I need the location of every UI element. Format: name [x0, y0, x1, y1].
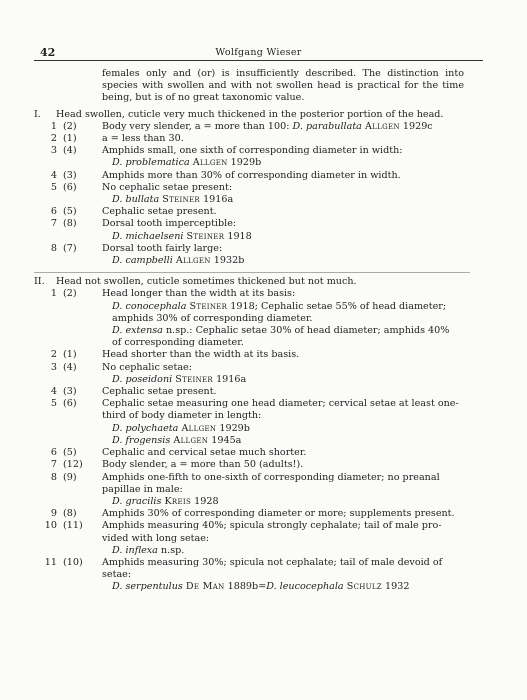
key-entry-i-2 — [34, 133, 470, 145]
entry-ref: (6) — [63, 181, 77, 193]
entry-text: Amphids measuring 30%; spicula not cephalate; tail of male devoid of — [102, 556, 443, 568]
key-entry-i-4 — [34, 170, 470, 182]
key-entry-i-1 — [34, 121, 470, 133]
entry-number: 5 — [50, 181, 57, 193]
key-entry-ii-10 — [34, 520, 470, 532]
synonym-species-name: D. leucocephala — [266, 581, 344, 593]
section-number: I. — [34, 108, 41, 120]
synonym-year: 1932 — [385, 581, 410, 593]
species-name: D. campbelli — [112, 255, 173, 267]
key-entry-ii-11 — [34, 557, 470, 569]
species-year: 1929b — [230, 157, 262, 169]
entry-number: 7 — [50, 459, 57, 471]
species-author: Allgen — [364, 120, 400, 132]
key-entry-i-7 — [34, 218, 470, 230]
key-entry-i-5 — [34, 182, 470, 194]
synonym-author: Schulz — [346, 581, 382, 593]
entry-ref: (2) — [63, 120, 77, 132]
entry-number: 2 — [50, 349, 57, 361]
section-text: Head not swollen, cuticle sometimes thickened but not much. — [56, 276, 357, 288]
key-entry-ii-5-continued — [34, 410, 470, 422]
entry-number: 3 — [50, 145, 57, 157]
species-name: D. bullata — [112, 194, 160, 206]
species-name: D. michaelseni — [112, 230, 184, 242]
entry-ref: (4) — [63, 145, 77, 157]
species-line — [34, 423, 470, 435]
entry-text: No cephalic setae: — [102, 361, 192, 373]
species-line — [34, 325, 470, 337]
key-entry-ii-8-continued — [34, 484, 470, 496]
entry-ref: (11) — [63, 520, 83, 532]
entry-text: Dorsal tooth imperceptible: — [102, 218, 237, 230]
entry-number: 7 — [50, 218, 57, 230]
entry-text-continued: papillae in male: — [102, 483, 183, 495]
species-author: Kreis — [164, 495, 192, 507]
species-year: 1916a — [203, 194, 234, 206]
entry-number: 8 — [50, 242, 57, 254]
entry-ref: (1) — [63, 133, 77, 145]
species-year: 1945a — [211, 434, 242, 446]
entry-number: 8 — [50, 471, 57, 483]
entry-ref: (5) — [63, 447, 77, 459]
entry-number: 6 — [50, 447, 57, 459]
species-note: n.sp. — [160, 544, 185, 556]
key-entry-ii-1 — [34, 288, 470, 300]
species-name: D. inflexa — [112, 544, 158, 556]
species-name: D. parabullata — [292, 120, 362, 132]
species-year: 1932b — [213, 255, 245, 267]
entry-text-continued: vided with long setae: — [102, 532, 210, 544]
species-line-continued: of corresponding diameter. — [112, 337, 244, 349]
entry-text: Cephalic and cervical setae much shorter. — [102, 447, 307, 459]
key-entry-ii-4 — [34, 386, 470, 398]
entry-ref: (6) — [63, 398, 77, 410]
running-author: Wolfgang Wieser — [215, 47, 302, 58]
species-author: Steiner — [175, 373, 213, 385]
key-entry-ii-11-continued — [34, 569, 470, 581]
entry-ref: (2) — [63, 288, 77, 300]
entry-text: No cephalic setae present: — [102, 181, 233, 193]
entry-text: Body slender, a = more than 50 (adults!). — [102, 459, 304, 471]
entry-number: 4 — [50, 169, 57, 181]
key-entry-ii-6 — [34, 447, 470, 459]
entry-text: Amphids measuring 40%; spicula strongly cephalate; tail of male pro- — [102, 520, 442, 532]
entry-text: Cephalic setae measuring one head diameter; cervical setae at least one- — [102, 398, 459, 410]
page-number: 42 — [40, 46, 56, 59]
entry-ref: (8) — [63, 508, 77, 520]
species-author: Steiner — [186, 230, 225, 242]
entry-number: 11 — [44, 556, 57, 568]
entry-ref: (1) — [63, 349, 77, 361]
key-entry-ii-10-continued — [34, 533, 470, 545]
entry-text-continued: third of body diameter in length: — [102, 410, 262, 422]
species-name: D. frogensis — [112, 434, 171, 446]
entry-text: Cephalic setae present. — [102, 206, 217, 218]
species-line — [34, 231, 470, 243]
species-name: D. problematica — [112, 157, 190, 169]
species-name: D. poseidoni — [112, 373, 173, 385]
species-name: D. serpentulus — [112, 581, 183, 593]
entry-text: Dorsal tooth fairly large: — [102, 242, 223, 254]
species-line — [34, 301, 470, 313]
species-year: 1916a — [216, 373, 247, 385]
entry-number: 6 — [50, 206, 57, 218]
entry-number: 3 — [50, 361, 57, 373]
species-year: 1929c — [402, 120, 433, 132]
entry-text: Amphids more than 30% of corresponding diameter in width. — [102, 169, 401, 181]
species-year: 1929b — [219, 422, 250, 434]
section-number: II. — [34, 276, 45, 288]
species-note: 1918; Cephalic setae 55% of head diameter; — [230, 300, 447, 312]
species-author: Steiner — [189, 300, 228, 312]
entry-number: 1 — [50, 120, 57, 132]
species-line — [34, 194, 470, 206]
entry-text: a = less than 30. — [102, 133, 184, 145]
key-body — [34, 68, 470, 594]
species-name: D. polychaeta — [112, 422, 179, 434]
species-author: De Man — [185, 581, 225, 593]
section-ii-heading — [34, 276, 470, 288]
synonym-equals: = — [258, 581, 267, 593]
entry-text: Amphids 30% of corresponding diameter or more; supplements present. — [102, 508, 455, 520]
entry-ref: (10) — [63, 556, 83, 568]
species-line — [34, 157, 470, 169]
species-author: Allgen — [192, 157, 228, 169]
running-header — [34, 46, 483, 61]
entry-number: 1 — [50, 288, 57, 300]
key-entry-ii-3 — [34, 362, 470, 374]
species-note: n.sp.: Cephalic setae 30% of head diameter; amphids 40% — [165, 325, 450, 337]
entry-text: Head longer than the width at its basis: — [102, 288, 296, 300]
species-year: 1889b — [227, 581, 259, 593]
species-author: Allgen — [173, 434, 209, 446]
species-line-continued: amphids 30% of corresponding diameter. — [112, 312, 313, 324]
key-entry-ii-2 — [34, 349, 470, 361]
entry-number: 10 — [44, 520, 57, 532]
entry-text: Amphids small, one sixth of corresponding diameter in width: — [102, 145, 403, 157]
entry-text: Body very slender, a = more than 100: — [102, 120, 290, 132]
entry-ref: (7) — [63, 242, 77, 254]
section-text: Head swollen, cuticle very much thickened in the posterior portion of the head. — [56, 108, 444, 120]
entry-number: 4 — [50, 386, 57, 398]
entry-ref: (9) — [63, 471, 77, 483]
key-entry-ii-7 — [34, 459, 470, 471]
key-entry-i-3 — [34, 145, 470, 157]
entry-ref: (3) — [63, 169, 77, 181]
key-entry-ii-5 — [34, 398, 470, 410]
species-line — [34, 255, 470, 267]
key-entry-i-6 — [34, 206, 470, 218]
species-name: D. gracilis — [112, 495, 162, 507]
species-line — [34, 545, 470, 557]
entry-ref: (8) — [63, 218, 77, 230]
entry-text: Amphids one-fifth to one-sixth of corresponding diameter; no preanal — [102, 471, 440, 483]
key-entry-i-8 — [34, 243, 470, 255]
species-author: Allgen — [175, 255, 211, 267]
species-name: D. conocephala — [112, 300, 187, 312]
species-line — [34, 374, 470, 386]
entry-ref: (5) — [63, 206, 77, 218]
entry-number: 5 — [50, 398, 57, 410]
key-entry-ii-8 — [34, 472, 470, 484]
entry-ref: (3) — [63, 386, 77, 398]
key-entry-ii-9 — [34, 508, 470, 520]
species-line — [34, 435, 470, 447]
species-author: Steiner — [162, 194, 200, 206]
entry-text: Head shorter than the width at its basis. — [102, 349, 300, 361]
section-divider — [34, 272, 470, 273]
entry-ref: (4) — [63, 361, 77, 373]
species-line — [34, 581, 470, 593]
entry-number: 2 — [50, 133, 57, 145]
entry-text-continued: setae: — [102, 569, 132, 581]
section-i-heading — [34, 109, 470, 121]
species-year: 1928 — [194, 495, 219, 507]
entry-text: Cephalic setae present. — [102, 386, 217, 398]
species-author: Allgen — [181, 422, 217, 434]
species-year: 1918 — [227, 230, 252, 242]
entry-number: 9 — [50, 508, 57, 520]
entry-ref: (12) — [63, 459, 83, 471]
species-line — [34, 496, 470, 508]
intro-paragraph: females only and (or) is insufficiently described. The distinction into species with swollen and with not swollen head is practical for the time being, but is of no great taxonomic value. — [102, 68, 464, 104]
species-name: D. extensa — [112, 325, 163, 337]
